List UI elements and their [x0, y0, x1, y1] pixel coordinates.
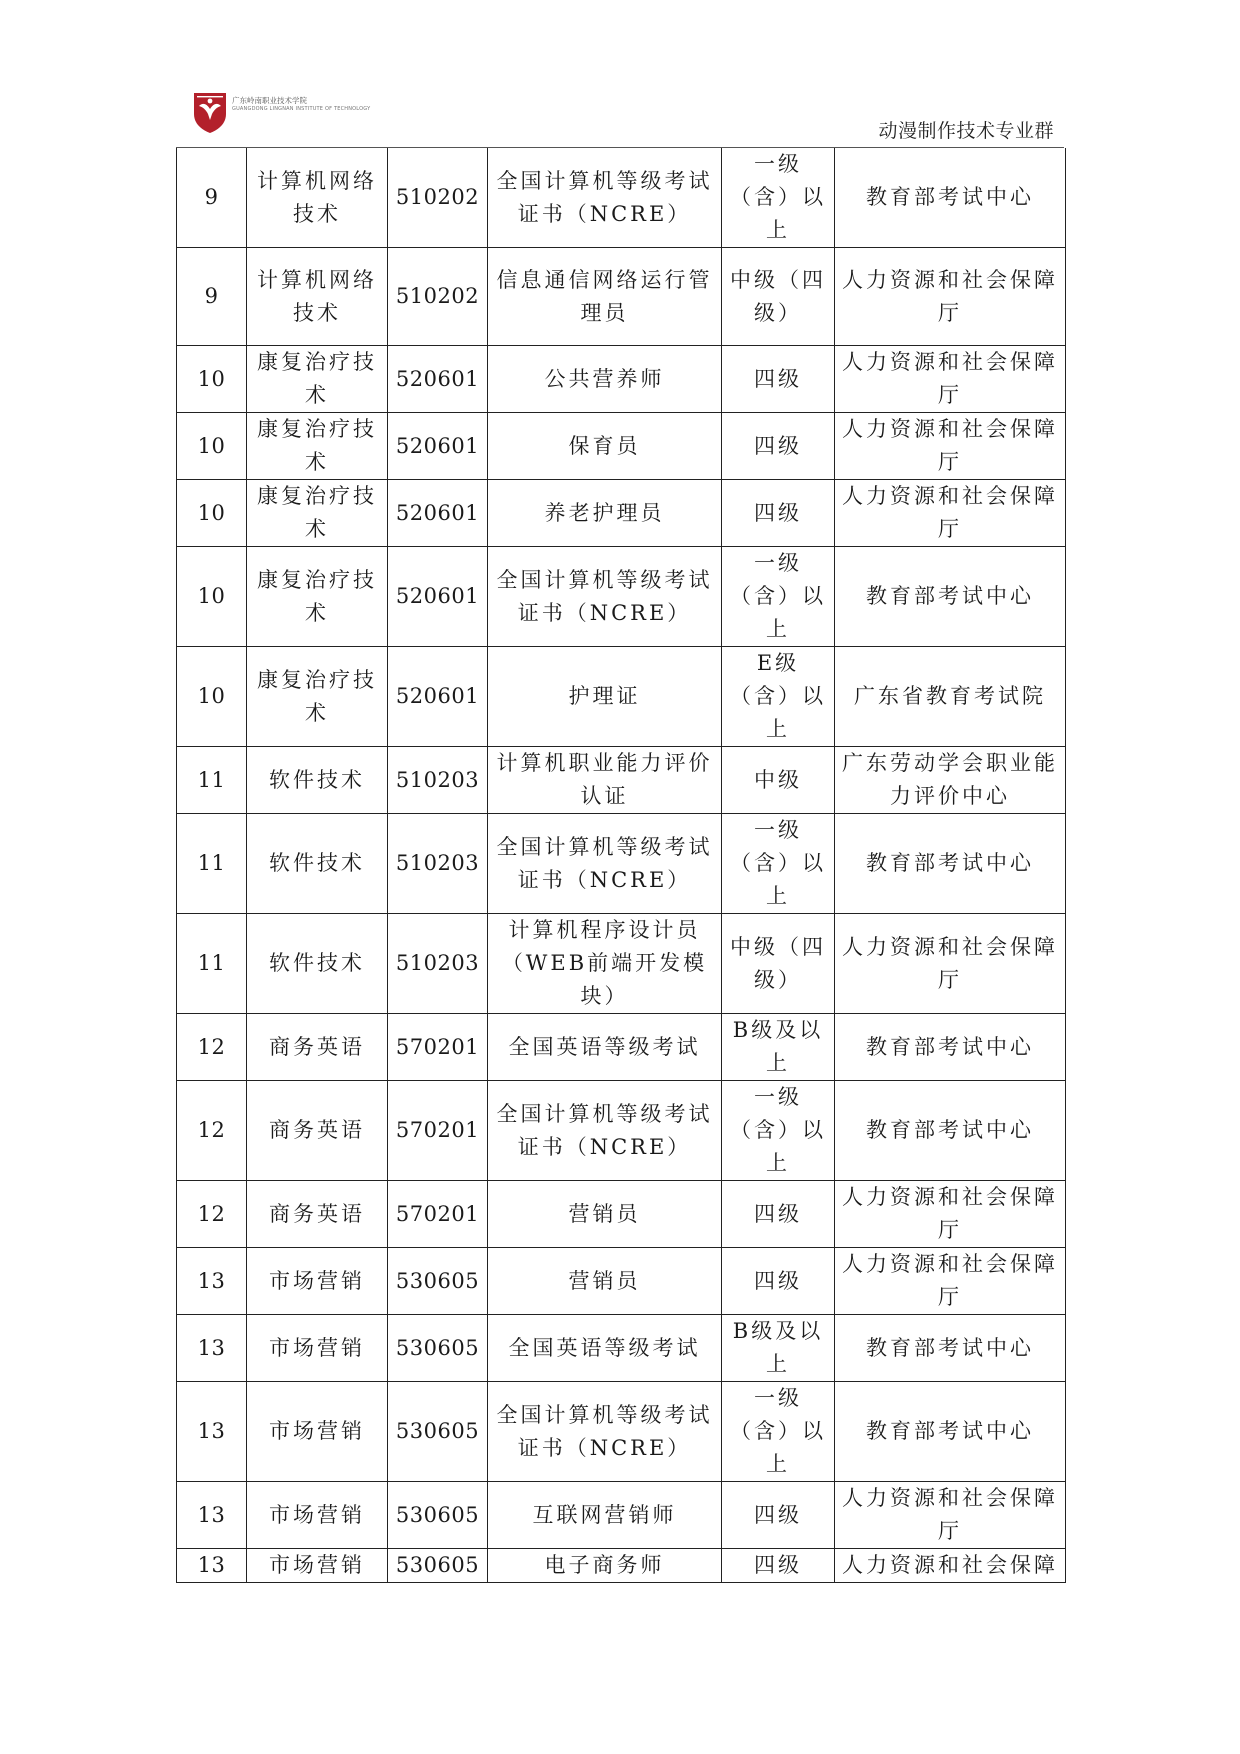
cell-org: 人力资源和社会保障厅 [835, 346, 1066, 413]
cell-major: 软件技术 [247, 747, 388, 814]
cell-cert: 计算机程序设计员（WEB前端开发模块） [488, 914, 722, 1014]
cell-no: 11 [177, 747, 247, 814]
cell-code: 520601 [388, 346, 488, 413]
cell-level: 四级 [722, 1482, 835, 1549]
cell-major: 市场营销 [247, 1549, 388, 1583]
cell-no: 13 [177, 1482, 247, 1549]
certificate-table [176, 148, 1066, 1583]
table-row [177, 1248, 1066, 1315]
cell-code: 530605 [388, 1549, 488, 1583]
cell-code: 530605 [388, 1248, 488, 1315]
table-row [177, 1482, 1066, 1549]
cell-cert: 信息通信网络运行管理员 [488, 248, 722, 346]
cell-no: 13 [177, 1315, 247, 1382]
cell-org: 人力资源和社会保障厅 [835, 914, 1066, 1014]
cell-cert: 电子商务师 [488, 1549, 722, 1583]
cell-code: 520601 [388, 413, 488, 480]
cell-no: 12 [177, 1014, 247, 1081]
cell-level: 一级（含）以上 [722, 148, 835, 248]
cell-code: 520601 [388, 647, 488, 747]
cell-cert: 全国英语等级考试 [488, 1315, 722, 1382]
cell-code: 520601 [388, 480, 488, 547]
cell-level: 四级 [722, 1248, 835, 1315]
table-row [177, 647, 1066, 747]
cell-major: 康复治疗技术 [247, 547, 388, 647]
table-row [177, 814, 1066, 914]
cell-major: 市场营销 [247, 1382, 388, 1482]
cell-level: 中级（四级） [722, 914, 835, 1014]
cell-org: 人力资源和社会保障 [835, 1549, 1066, 1583]
cell-no: 12 [177, 1081, 247, 1181]
cell-code: 510202 [388, 148, 488, 248]
cell-major: 商务英语 [247, 1181, 388, 1248]
cell-cert: 全国计算机等级考试证书（NCRE） [488, 547, 722, 647]
table-row [177, 1181, 1066, 1248]
table-row [177, 1014, 1066, 1081]
cell-level: 一级（含）以上 [722, 1081, 835, 1181]
table-row [177, 1081, 1066, 1181]
cell-org: 人力资源和社会保障厅 [835, 1482, 1066, 1549]
page-header-title: 动漫制作技术专业群 [878, 120, 1054, 142]
cell-org: 人力资源和社会保障厅 [835, 1181, 1066, 1248]
cell-level: 中级 [722, 747, 835, 814]
cell-code: 520601 [388, 547, 488, 647]
cell-major: 市场营销 [247, 1315, 388, 1382]
cell-level: B级及以上 [722, 1315, 835, 1382]
cell-no: 10 [177, 346, 247, 413]
cell-cert: 保育员 [488, 413, 722, 480]
cell-major: 康复治疗技术 [247, 480, 388, 547]
cell-org: 人力资源和社会保障厅 [835, 1248, 1066, 1315]
cell-major: 软件技术 [247, 814, 388, 914]
cell-cert: 全国计算机等级考试证书（NCRE） [488, 814, 722, 914]
cell-cert: 全国计算机等级考试证书（NCRE） [488, 1081, 722, 1181]
cell-org: 教育部考试中心 [835, 1382, 1066, 1482]
cell-no: 13 [177, 1248, 247, 1315]
cell-no: 9 [177, 148, 247, 248]
cell-no: 11 [177, 814, 247, 914]
cell-major: 康复治疗技术 [247, 413, 388, 480]
cell-org: 教育部考试中心 [835, 148, 1066, 248]
cell-major: 康复治疗技术 [247, 647, 388, 747]
cell-cert: 全国计算机等级考试证书（NCRE） [488, 148, 722, 248]
cell-no: 11 [177, 914, 247, 1014]
table-row [177, 547, 1066, 647]
cell-org: 教育部考试中心 [835, 814, 1066, 914]
cell-org: 人力资源和社会保障厅 [835, 248, 1066, 346]
logo-school-name: 广东岭南职业技术学院 [232, 96, 307, 105]
cell-level: 一级（含）以上 [722, 814, 835, 914]
cell-no: 13 [177, 1382, 247, 1482]
cell-org: 广东劳动学会职业能力评价中心 [835, 747, 1066, 814]
cell-no: 10 [177, 647, 247, 747]
cell-org: 教育部考试中心 [835, 1081, 1066, 1181]
table-row [177, 747, 1066, 814]
table-row [177, 1549, 1066, 1583]
cell-cert: 全国英语等级考试 [488, 1014, 722, 1081]
cell-org: 教育部考试中心 [835, 547, 1066, 647]
school-logo [190, 90, 371, 136]
cell-major: 市场营销 [247, 1482, 388, 1549]
cell-cert: 计算机职业能力评价认证 [488, 747, 722, 814]
certificate-table-body [177, 148, 1066, 1583]
cell-level: E级（含）以上 [722, 647, 835, 747]
cell-code: 530605 [388, 1315, 488, 1382]
cell-level: 四级 [722, 346, 835, 413]
cell-code: 510203 [388, 814, 488, 914]
cell-org: 人力资源和社会保障厅 [835, 480, 1066, 547]
cell-code: 530605 [388, 1382, 488, 1482]
table-row [177, 248, 1066, 346]
cell-level: 四级 [722, 480, 835, 547]
table-row [177, 148, 1066, 248]
cell-cert: 营销员 [488, 1248, 722, 1315]
table-row [177, 1382, 1066, 1482]
cell-no: 10 [177, 413, 247, 480]
cell-major: 计算机网络技术 [247, 148, 388, 248]
cell-cert: 公共营养师 [488, 346, 722, 413]
cell-no: 10 [177, 547, 247, 647]
cell-code: 570201 [388, 1181, 488, 1248]
cell-org: 人力资源和社会保障厅 [835, 413, 1066, 480]
cell-code: 510203 [388, 747, 488, 814]
cell-cert: 养老护理员 [488, 480, 722, 547]
cell-code: 570201 [388, 1081, 488, 1181]
cell-org: 教育部考试中心 [835, 1315, 1066, 1382]
cell-level: 四级 [722, 1549, 835, 1583]
cell-major: 康复治疗技术 [247, 346, 388, 413]
cell-no: 13 [177, 1549, 247, 1583]
table-row [177, 413, 1066, 480]
table-row [177, 1315, 1066, 1382]
logo-school-name-en: GUANGDONG LINGNAN INSTITUTE OF TECHNOLOGY [232, 106, 371, 112]
logo-text [232, 96, 370, 114]
cell-level: 四级 [722, 413, 835, 480]
cell-major: 市场营销 [247, 1248, 388, 1315]
cell-no: 12 [177, 1181, 247, 1248]
cell-major: 计算机网络技术 [247, 248, 388, 346]
cell-level: B级及以上 [722, 1014, 835, 1081]
school-emblem-icon [190, 90, 230, 134]
cell-level: 中级（四级） [722, 248, 835, 346]
cell-major: 商务英语 [247, 1014, 388, 1081]
cell-cert: 护理证 [488, 647, 722, 747]
cell-org: 广东省教育考试院 [835, 647, 1066, 747]
cell-major: 商务英语 [247, 1081, 388, 1181]
cell-code: 530605 [388, 1482, 488, 1549]
table-row [177, 346, 1066, 413]
cell-org: 教育部考试中心 [835, 1014, 1066, 1081]
table-row [177, 480, 1066, 547]
cell-code: 510202 [388, 248, 488, 346]
cell-major: 软件技术 [247, 914, 388, 1014]
cell-cert: 全国计算机等级考试证书（NCRE） [488, 1382, 722, 1482]
cell-level: 一级（含）以上 [722, 1382, 835, 1482]
cell-cert: 营销员 [488, 1181, 722, 1248]
cell-code: 570201 [388, 1014, 488, 1081]
table-row [177, 914, 1066, 1014]
cell-no: 10 [177, 480, 247, 547]
cell-cert: 互联网营销师 [488, 1482, 722, 1549]
cell-level: 四级 [722, 1181, 835, 1248]
cell-level: 一级（含）以上 [722, 547, 835, 647]
cell-code: 510203 [388, 914, 488, 1014]
cell-no: 9 [177, 248, 247, 346]
